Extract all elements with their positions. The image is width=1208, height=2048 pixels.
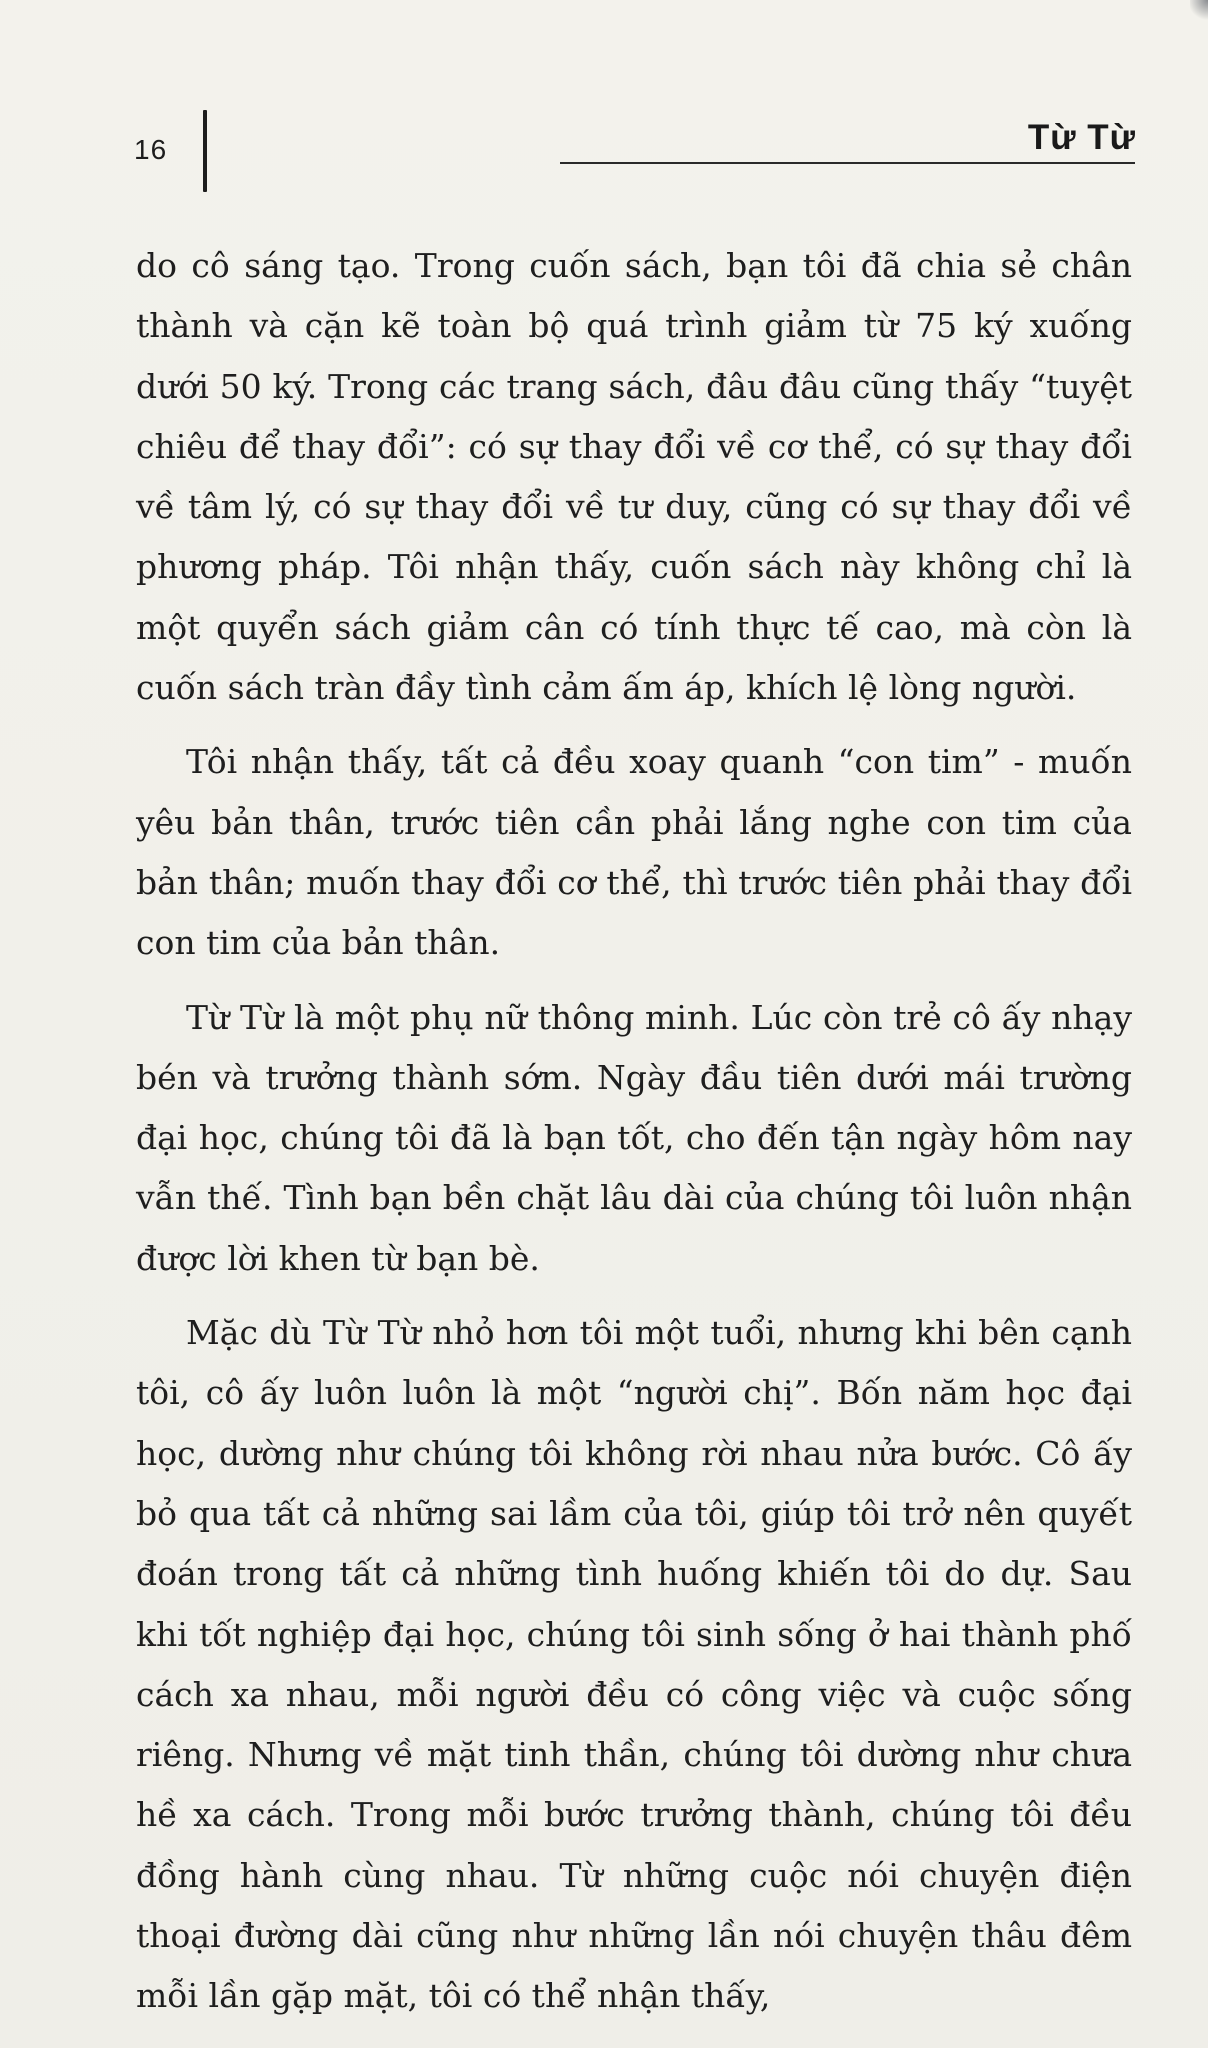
paragraph: Mặc dù Từ Từ nhỏ hơn tôi một tuổi, nhưng khi bên cạnh tôi, cô ấy luôn luôn là một “người chị”. Bốn năm học đại học, dường như chúng tôi không rời nhau nửa bước. Cô ấy bỏ qua tất cả những sai lầm của tôi, giúp tôi trở nên quyết đoán trong tất cả những tình huống khiến tôi do dự. Sau khi tốt nghiệp đại học, chúng tôi sinh sống ở hai thành phố cách xa nhau, mỗi người đều có công việc và cuộc sống riêng. Nhưng về mặt tinh thần, chúng tôi dường như chưa hề xa cách. Trong mỗi bước trưởng thành, chúng tôi đều đồng hành cùng nhau. Từ những cuộc nói chuyện điện thoại đường dài cũng như những lần nói chuyện thâu đêm mỗi lần gặp mặt, tôi có thể nhận thấy, [136, 1313, 1132, 2016]
body-text [136, 236, 1132, 2041]
page-header [0, 0, 1208, 200]
paragraph: do cô sáng tạo. Trong cuốn sách, bạn tôi đã chia sẻ chân thành và cặn kẽ toàn bộ quá trình giảm từ 75 ký xuống dưới 50 ký. Trong các trang sách, đâu đâu cũng thấy “tuyệt chiêu để thay đổi”: có sự thay đổi về cơ thể, có sự thay đổi về tâm lý, có sự thay đổi về tư duy, cũng có sự thay đổi về phương pháp. Tôi nhận thấy, cuốn sách này không chỉ là một quyển sách giảm cân có tính thực tế cao, mà còn là cuốn sách tràn đầy tình cảm ấm áp, khích lệ lòng người. [136, 246, 1132, 708]
paragraph: Từ Từ là một phụ nữ thông minh. Lúc còn trẻ cô ấy nhạy bén và trưởng thành sớm. Ngày đầu tiên dưới mái trường đại học, chúng tôi đã là bạn tốt, cho đến tận ngày hôm nay vẫn thế. Tình bạn bền chặt lâu dài của chúng tôi luôn nhận được lời khen từ bạn bè. [136, 997, 1132, 1278]
page-number: 16 [134, 134, 168, 165]
running-head-title: Từ Từ [1027, 118, 1136, 157]
paragraph: Tôi nhận thấy, tất cả đều xoay quanh “con tim” - muốn yêu bản thân, trước tiên cần phải lắng nghe con tim của bản thân; muốn thay đổi cơ thể, thì trước tiên phải thay đổi con tim của bản thân. [136, 742, 1132, 963]
header-horizontal-rule [560, 162, 1135, 164]
header-vertical-rule [203, 110, 207, 192]
